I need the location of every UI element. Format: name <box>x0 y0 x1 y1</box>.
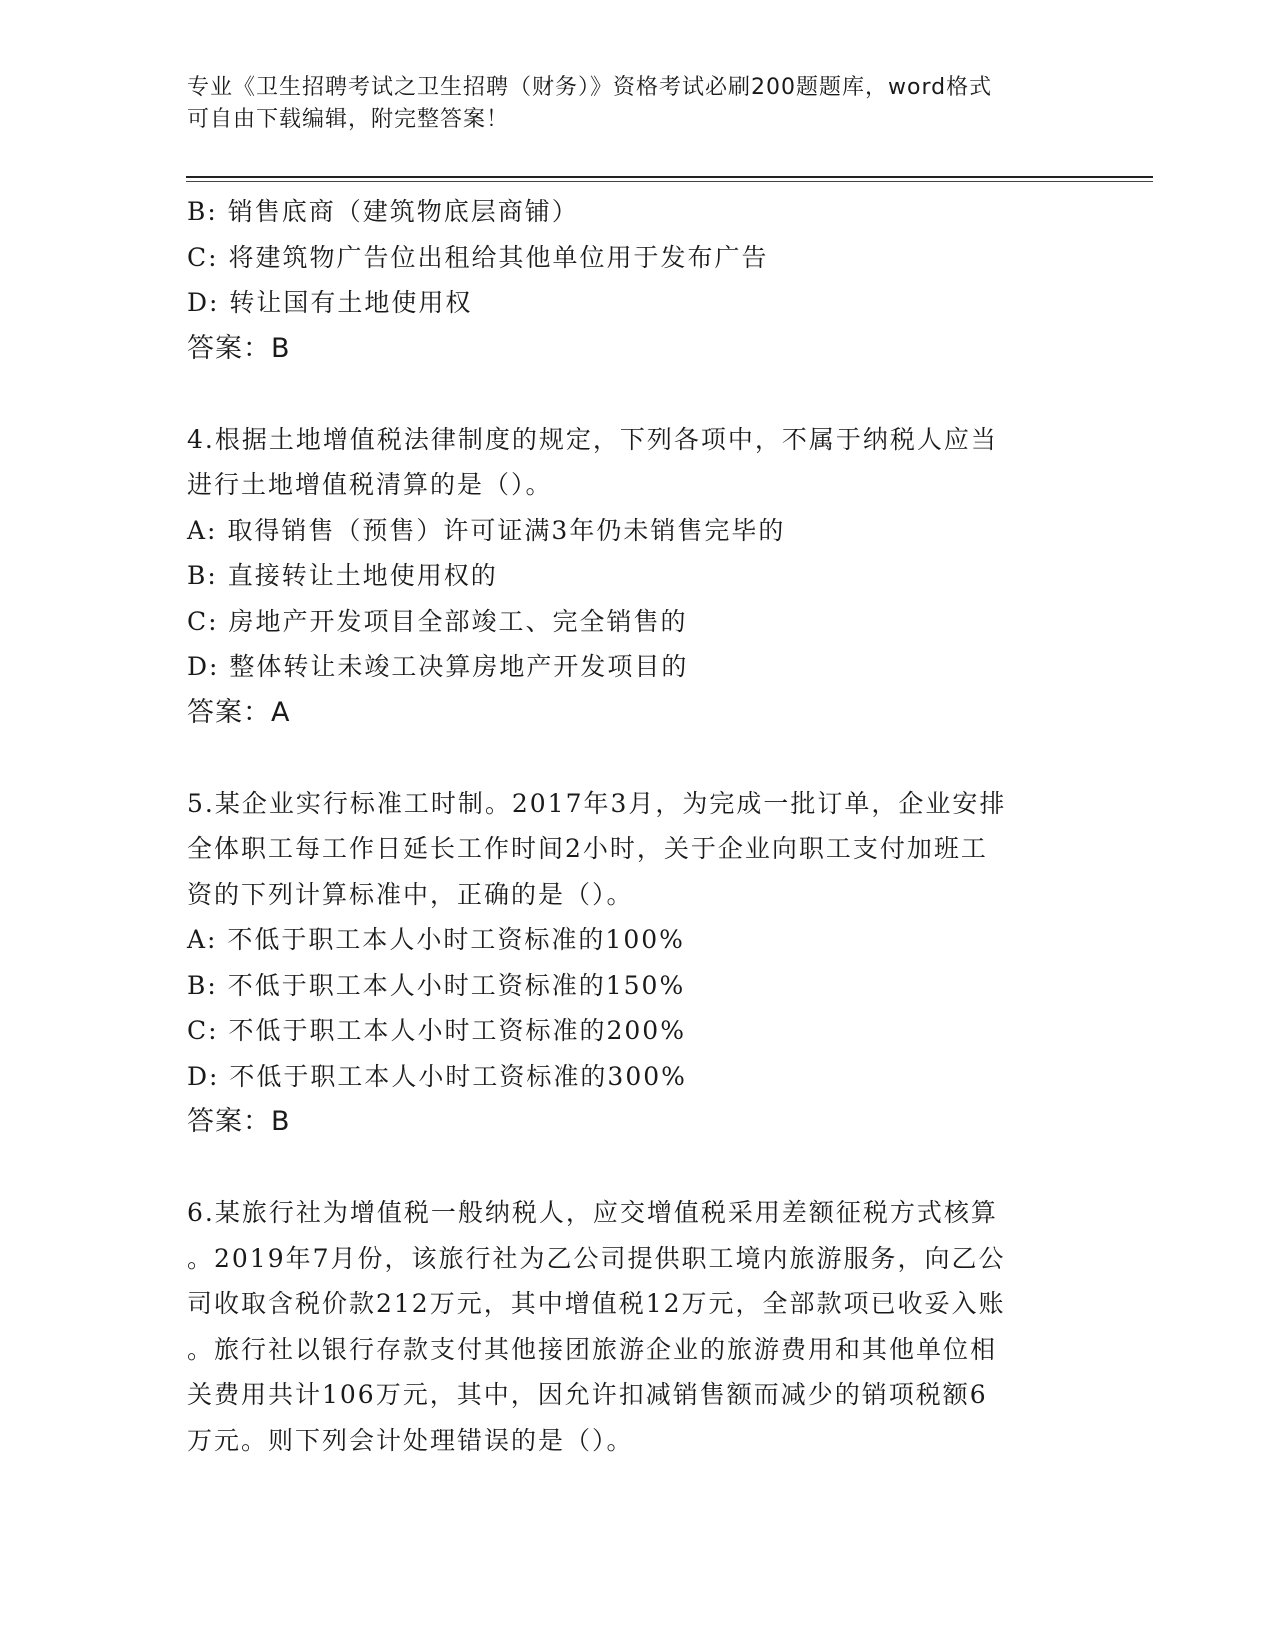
answer-label: 答案：B <box>187 1106 291 1137</box>
question-stem-line: 资的下列计算标准中，正确的是（）。 <box>187 879 634 909</box>
header-title-line-1: 专业《卫生招聘考试之卫生招聘（财务）》资格考试必刷200题题库，word格式 <box>187 75 993 100</box>
option-b: B: 直接转让土地使用权的 <box>187 561 498 590</box>
question-6 <box>187 1190 1067 1463</box>
option-a: A: 取得销售（预售）许可证满3年仍未销售完毕的 <box>187 515 786 545</box>
option-b: B: 销售底商（建筑物底层商铺） <box>187 197 579 226</box>
question-stem-line: 5.某企业实行标准工时制。2017年3月，为完成一批订单，企业安排 <box>187 788 1007 818</box>
option-d: D: 整体转让未竣工决算房地产开发项目的 <box>187 652 689 681</box>
answer-label: 答案：B <box>187 332 291 364</box>
option-d: D: 不低于职工本人小时工资标准的300% <box>187 1061 687 1091</box>
header-title-line-2: 可自由下载编辑，附完整答案！ <box>187 107 510 132</box>
question-stem-line: 。2019年7月份，该旅行社为乙公司提供职工境内旅游服务，向乙公 <box>187 1243 1006 1273</box>
option-b: B: 不低于职工本人小时工资标准的150% <box>187 970 686 1000</box>
question-stem-line: 全体职工每工作日延长工作时间2小时，关于企业向职工支付加班工 <box>187 834 988 863</box>
question-stem-line: 关费用共计106万元，其中，因允许扣减销售额而减少的销项税额6 <box>187 1380 988 1409</box>
option-d: D: 转让国有土地使用权 <box>187 288 473 317</box>
answer-label: 答案：A <box>187 696 291 728</box>
question-3-tail <box>187 189 1067 371</box>
option-c: C: 将建筑物广告位出租给其他单位用于发布广告 <box>187 242 769 272</box>
question-4 <box>187 417 1067 736</box>
question-stem-line: 4.根据土地增值税法律制度的规定，下列各项中，不属于纳税人应当 <box>187 424 998 454</box>
spacer <box>187 735 1067 781</box>
document-header <box>187 72 1067 136</box>
spacer <box>187 371 1067 417</box>
option-c: C: 不低于职工本人小时工资标准的200% <box>187 1016 686 1045</box>
question-stem-line: 司收取含税价款212万元，其中增值税12万元，全部款项已收妥入账 <box>187 1289 1006 1318</box>
document-body <box>187 189 1067 1463</box>
option-c: C: 房地产开发项目全部竣工、完全销售的 <box>187 606 688 636</box>
spacer <box>187 1145 1067 1191</box>
question-stem-line: 进行土地增值税清算的是（）。 <box>187 470 553 499</box>
question-stem-line: 。旅行社以银行存款支付其他接团旅游企业的旅游费用和其他单位相 <box>187 1334 998 1364</box>
header-rule-thin <box>186 181 1153 182</box>
question-5 <box>187 781 1067 1145</box>
option-a: A: 不低于职工本人小时工资标准的100% <box>187 925 685 954</box>
question-stem-line: 6.某旅行社为增值税一般纳税人，应交增值税采用差额征税方式核算 <box>187 1198 998 1227</box>
header-rule-thick <box>186 176 1153 178</box>
question-stem-line: 万元。则下列会计处理错误的是（）。 <box>187 1425 634 1455</box>
